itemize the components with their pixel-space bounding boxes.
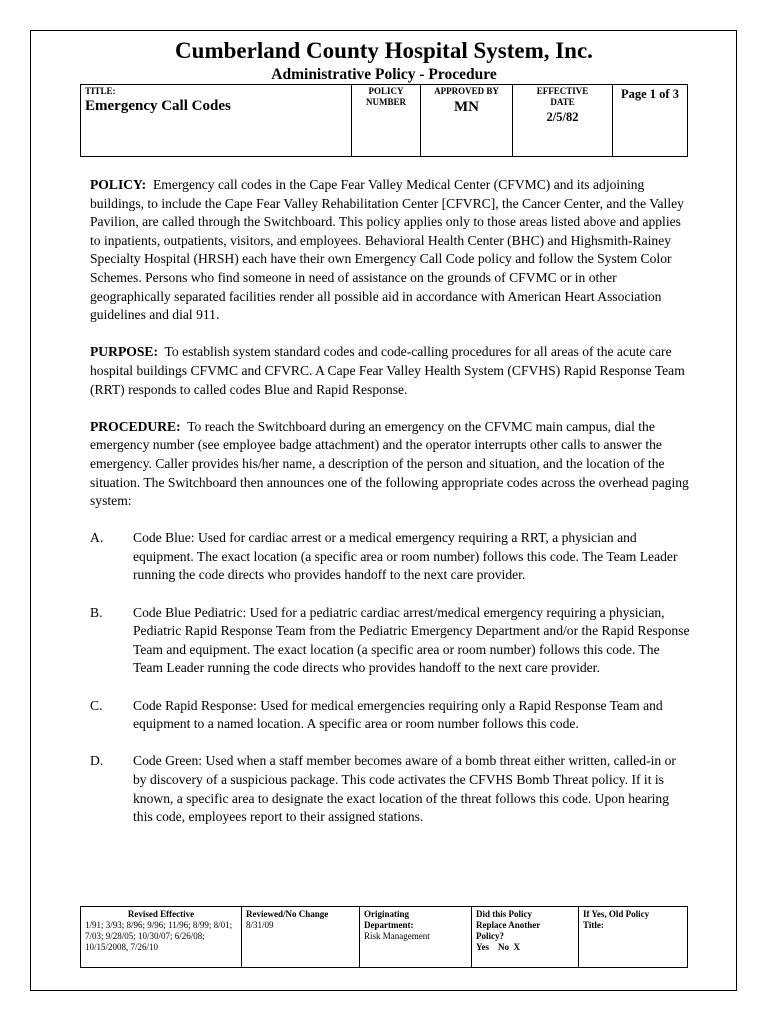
replace-answer: Yes No X [476, 942, 520, 952]
replace-label-3: Policy? [476, 931, 504, 941]
policy-section [90, 176, 690, 325]
reviewed-label: Reviewed/No Change [246, 909, 329, 919]
effective-date-value: 2/5/82 [546, 110, 579, 124]
list-item [90, 752, 690, 826]
document-subtitle: Administrative Policy - Procedure [271, 66, 497, 83]
policy-number-label-2: NUMBER [366, 97, 406, 107]
revised-cell [81, 907, 242, 968]
list-item-text: Code Blue: Used for cardiac arrest or a medical emergency requiring a RRT, a physician and equipment. The exact location (a specific area or room number) follows this code. The Team Leader running the code directs who provides handoff to the next care provider. [133, 530, 678, 583]
purpose-section [90, 343, 690, 399]
list-item-text: Code Green: Used when a staff member becomes aware of a bomb threat either written, called-in or by discovery of a suspicious package. This code activates the CFVHS Bomb Threat policy. If it is known, a specific area to designate the exact location of the threat follows this code. Upon hearing this code, employees report to their assigned stations. [133, 753, 676, 825]
list-item-text: Code Blue Pediatric: Used for a pediatric cardiac arrest/medical emergency requiring a physician, Pediatric Rapid Response Team from the Pediatric Emergency Department and/or the Rapid Response Team and equipment. The exact location (a specific area or room number) follows this code. The Team Leader running the code directs who provides handoff to the next care provider. [133, 604, 690, 676]
purpose-label: PURPOSE: [90, 344, 158, 360]
list-item-letter: C. [90, 697, 103, 713]
title-label: TITLE: [85, 86, 116, 96]
page-number: Page 1 of 3 [621, 87, 679, 101]
list-item [90, 697, 690, 734]
originating-cell [360, 907, 472, 968]
page-number-cell [613, 85, 688, 157]
reviewed-value: 8/31/09 [246, 920, 274, 930]
policy-label: POLICY: [90, 177, 147, 192]
list-item-letter: D. [90, 753, 104, 769]
approved-by-cell [421, 85, 513, 157]
approved-by-label: APPROVED BY [434, 86, 499, 96]
approved-by-value: MN [454, 99, 479, 115]
originating-label-1: Originating [364, 909, 410, 919]
header-table [80, 84, 688, 157]
effective-date-label-1: EFFECTIVE [536, 86, 589, 96]
list-item [90, 529, 690, 585]
list-item-text: Code Rapid Response: Used for medical emergencies requiring only a Rapid Response Team and equipment to a named location. A specific area or room number follows this code. [133, 697, 663, 732]
originating-value: Risk Management [364, 931, 430, 941]
title-cell [81, 85, 352, 157]
organization-name: Cumberland County Hospital System, Inc. [175, 38, 593, 63]
list-item [90, 604, 690, 678]
replace-cell [472, 907, 579, 968]
purpose-text: To establish system standard codes and code-calling procedures for all areas of the acute care hospital buildings CFVMC and CFVRC. A Cape Fear Valley Health System (CFVHS) Rapid Response Team (RRT) responds to called codes Blue and Rapid Response. [90, 344, 685, 397]
footer-table [80, 906, 688, 968]
old-title-cell [579, 907, 688, 968]
title-value: Emergency Call Codes [85, 98, 231, 114]
procedure-section [90, 418, 690, 511]
effective-date-label-2: DATE [550, 97, 575, 107]
procedure-label: PROCEDURE: [90, 418, 181, 434]
policy-number-label-1: POLICY [368, 86, 404, 96]
policy-number-cell [352, 85, 421, 157]
effective-date-cell [513, 85, 613, 157]
revised-label: Revised Effective [127, 909, 195, 919]
list-item-letter: B. [90, 604, 103, 620]
reviewed-cell [242, 907, 360, 968]
procedure-text: To reach the Switchboard during an emergency on the CFVMC main campus, dial the emergency number (see employee badge attachment) and the operator interrupts other calls to answer the emergency. Caller provides his/her name, a description of the person and situation, and the location of the situation. The Switchboard then announces one of the following appropriate codes across the overhead paging system: [90, 418, 689, 509]
old-title-label-1: If Yes, Old Policy [583, 909, 650, 919]
revised-dates: 1/91; 3/93; 8/96; 9/96; 11/96; 8/99; 8/01; 7/03; 9/28/05; 10/30/07; 6/26/08; 10/15/2008, 7/26/10 [85, 920, 233, 952]
replace-label-1: Did this Policy [476, 909, 533, 919]
originating-label-2: Department: [364, 920, 414, 930]
replace-label-2: Replace Another [476, 920, 541, 930]
list-item-letter: A. [90, 530, 104, 546]
policy-text: Emergency call codes in the Cape Fear Valley Medical Center (CFVMC) and its adjoining buildings, to include the Cape Fear Valley Rehabilitation Center [CFVRC], the Cancer Center, and the Valley Pavilion, are called through the Switchboard. This policy applies only to those areas listed above and applies to inpatients, outpatients, visitors, and employees. Behavioral Health Center (BHC) and Highsmith-Rainey Specialty Hospital (HRSH) each have their own Emergency Call Code policy and follow the System Color Schemes. Persons who find someone in need of assistance on the grounds of CFVMC or in other geographically separated facilities render all possible aid in accordance with American Heart Association guidelines and dial 911. [90, 177, 684, 323]
document-body [90, 176, 690, 845]
old-title-label-2: Title: [583, 920, 604, 930]
